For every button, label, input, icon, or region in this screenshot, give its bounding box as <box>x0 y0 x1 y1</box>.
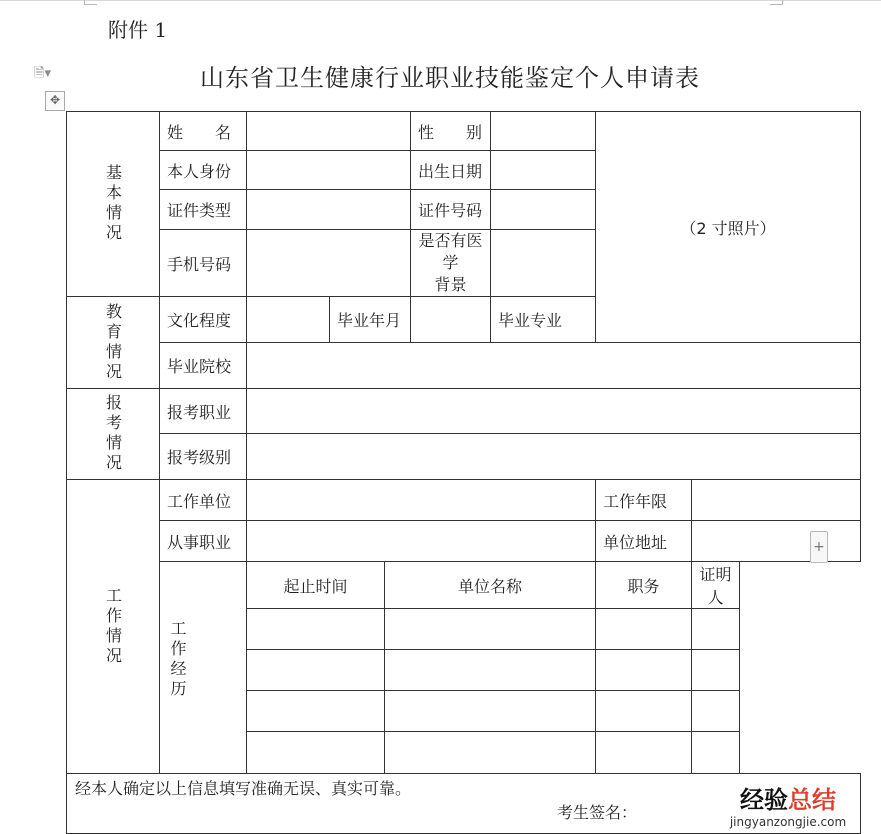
gender-label: 性 别 <box>411 112 491 151</box>
section-basic-info: 基本情况 <box>67 112 160 297</box>
graduation-major-label: 毕业专业 <box>491 297 596 343</box>
add-row-button[interactable]: + <box>810 531 828 563</box>
watermark-text-1: 经验 <box>740 786 788 814</box>
application-form-table <box>66 111 861 834</box>
exam-job-field[interactable] <box>247 389 861 434</box>
history-period-cell[interactable] <box>247 732 385 774</box>
exam-level-field[interactable] <box>247 434 861 480</box>
history-position-cell[interactable] <box>596 609 692 650</box>
id-type-field[interactable] <box>247 190 411 230</box>
history-position-cell[interactable] <box>596 732 692 774</box>
current-job-label: 从事职业 <box>160 521 247 562</box>
exam-job-label: 报考职业 <box>160 389 247 434</box>
watermark-url: jingyanzongjie.com <box>729 815 847 829</box>
section-exam: 报考情况 <box>67 389 160 480</box>
signature-label: 考生签名： <box>557 803 638 822</box>
history-employer-cell[interactable] <box>385 609 596 650</box>
photo-placeholder[interactable]: （2 寸照片） <box>596 112 861 343</box>
employer-label: 工作单位 <box>160 480 247 521</box>
work-history-cell <box>160 562 247 774</box>
history-header-employer: 单位名称 <box>385 562 596 609</box>
identity-label: 本人身份 <box>160 151 247 190</box>
history-employer-cell[interactable] <box>385 691 596 732</box>
graduation-date-label: 毕业年月 <box>330 297 411 343</box>
section-work-history: 工作经历 <box>168 620 187 700</box>
section-work: 工作情况 <box>67 480 160 774</box>
history-employer-cell[interactable] <box>385 650 596 691</box>
medical-background-label-line1: 是否有医学 <box>418 231 483 272</box>
page-title: 山东省卫生健康行业职业技能鉴定个人申请表 <box>200 64 700 92</box>
history-header-witness: 证明人 <box>692 562 740 609</box>
watermark-text-2: 总结 <box>788 786 836 814</box>
document-icon[interactable]: 🗎▾ <box>34 66 51 81</box>
employer-address-label: 单位地址 <box>596 521 692 562</box>
page-corner-mark <box>84 0 97 5</box>
employer-field[interactable] <box>247 480 596 521</box>
history-witness-cell[interactable] <box>692 691 740 732</box>
history-period-cell[interactable] <box>247 691 385 732</box>
employer-address-field[interactable] <box>692 521 861 562</box>
medical-background-field[interactable] <box>491 230 596 297</box>
name-label: 姓 名 <box>160 112 247 151</box>
id-number-field[interactable] <box>491 190 596 230</box>
graduation-school-field[interactable] <box>247 343 861 389</box>
history-period-cell[interactable] <box>247 650 385 691</box>
medical-background-label-line2: 背景 <box>434 275 467 294</box>
education-level-field[interactable] <box>247 297 330 343</box>
exam-level-label: 报考级别 <box>160 434 247 480</box>
history-witness-cell[interactable] <box>692 732 740 774</box>
graduation-school-label: 毕业院校 <box>160 343 247 389</box>
history-header-position: 职务 <box>596 562 692 609</box>
identity-field[interactable] <box>247 151 411 190</box>
page-top-border <box>0 0 881 1</box>
graduation-date-field[interactable] <box>411 297 491 343</box>
work-years-field[interactable] <box>692 480 861 521</box>
current-job-field[interactable] <box>247 521 596 562</box>
work-history-label-wrap <box>160 562 198 769</box>
history-position-cell[interactable] <box>596 650 692 691</box>
medical-background-label <box>411 230 491 297</box>
attachment-label: 附件 1 <box>108 18 168 42</box>
id-number-label: 证件号码 <box>411 190 491 230</box>
history-witness-cell[interactable] <box>692 650 740 691</box>
name-field[interactable] <box>247 112 411 151</box>
gender-field[interactable] <box>491 112 596 151</box>
birthdate-label: 出生日期 <box>411 151 491 190</box>
history-header-period: 起止时间 <box>247 562 385 609</box>
move-handle-icon[interactable]: ✥ <box>45 91 65 111</box>
phone-label: 手机号码 <box>160 230 247 297</box>
education-level-label: 文化程度 <box>160 297 247 343</box>
history-period-cell[interactable] <box>247 609 385 650</box>
section-education: 教育情况 <box>67 297 160 389</box>
declaration-text: 经本人确定以上信息填写准确无误、真实可靠。 <box>75 779 412 798</box>
id-type-label: 证件类型 <box>160 190 247 230</box>
history-employer-cell[interactable] <box>385 732 596 774</box>
history-position-cell[interactable] <box>596 691 692 732</box>
birthdate-field[interactable] <box>491 151 596 190</box>
work-years-label: 工作年限 <box>596 480 692 521</box>
page-corner-mark <box>770 0 783 5</box>
watermark <box>718 780 858 829</box>
phone-field[interactable] <box>247 230 411 297</box>
history-witness-cell[interactable] <box>692 609 740 650</box>
